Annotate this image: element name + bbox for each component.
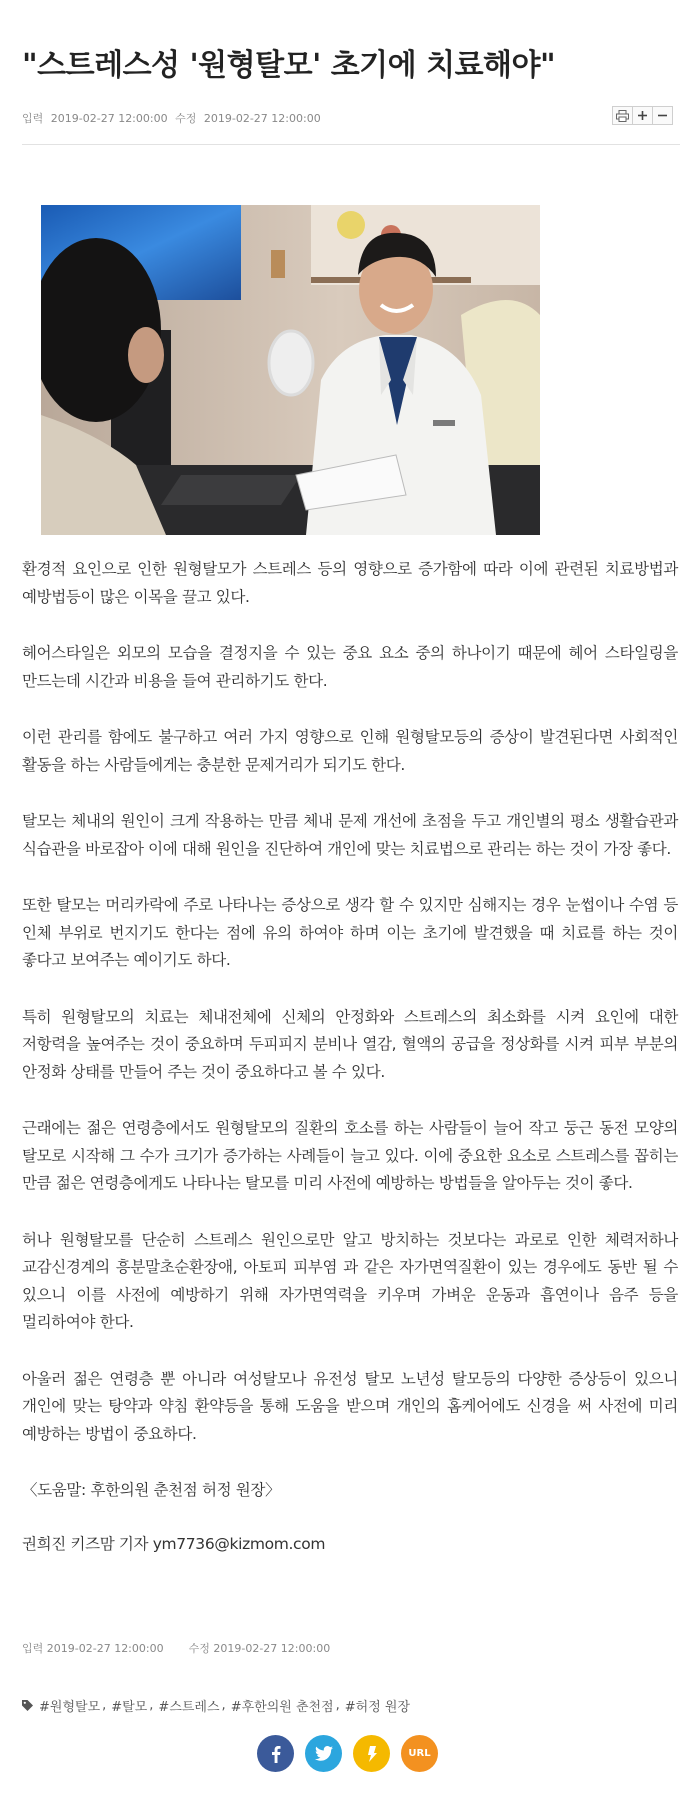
tag-link[interactable]: #탈모 bbox=[111, 1700, 148, 1715]
tag-list bbox=[22, 1696, 410, 1715]
share-bar bbox=[257, 1735, 449, 1772]
tag-separator: , bbox=[149, 1698, 154, 1713]
paragraph: 아울러 젊은 연령층 뿐 아니라 여성탈모나 유전성 탈모 노년성 탈모등의 다양한 증상등이 있으니 개인에 맞는 탕약과 약침 환약등을 통해 도움을 받으며 개인의 홈케어에도 신경을 써 사전에 미리 예방하는 방법이 중요하다. bbox=[22, 1369, 678, 1443]
article-photo bbox=[41, 205, 540, 535]
meta-input-label: 입력 bbox=[22, 112, 44, 125]
print-button[interactable] bbox=[612, 106, 633, 125]
article-meta bbox=[22, 110, 321, 126]
paragraph: 헤어스타일은 외모의 모습을 결정지을 수 있는 중요 요소 중의 하나이기 때문에 헤어 스타일링을 만드는데 시간과 비용을 들여 관리하기도 한다. bbox=[22, 644, 678, 690]
tag-separator: , bbox=[335, 1698, 340, 1713]
copy-url-button[interactable] bbox=[401, 1735, 438, 1772]
url-label: URL bbox=[408, 1748, 431, 1759]
paragraph: 또한 탈모는 머리카락에 주로 나타나는 증상으로 생각 할 수 있지만 심해지는 경우 눈썹이나 수염 등 인체 부위로 번지기도 한다는 점에 유의 하여야 하며 이는 초기에 발견했을 때 치료를 하는 것이 좋다고 보여주는 예이기도 하다. bbox=[22, 896, 678, 969]
meta-input-date: 2019-02-27 12:00:00 bbox=[50, 112, 168, 125]
kakaostory-icon bbox=[366, 1745, 378, 1763]
meta-modified-label: 수정 bbox=[175, 112, 197, 125]
paragraph: 이런 관리를 함에도 불구하고 여러 가지 영향으로 인해 원형탈모등의 증상이 발견된다면 사회적인 활동을 하는 사람들에게는 충분한 문제거리가 되기도 한다. bbox=[22, 728, 678, 774]
font-decrease-button[interactable] bbox=[652, 106, 673, 125]
font-increase-button[interactable] bbox=[632, 106, 653, 125]
printer-icon bbox=[616, 110, 629, 122]
kakaostory-share-button[interactable] bbox=[353, 1735, 390, 1772]
minus-icon bbox=[658, 111, 667, 120]
tag-link[interactable]: #후한의원 춘천점 bbox=[230, 1700, 334, 1715]
tag-link[interactable]: #스트레스 bbox=[158, 1700, 220, 1715]
tag-link[interactable]: #원형탈모 bbox=[39, 1700, 101, 1715]
footer-input-date: 2019-02-27 12:00:00 bbox=[46, 1642, 164, 1655]
tag-separator: , bbox=[102, 1698, 107, 1713]
tag-separator: , bbox=[221, 1698, 226, 1713]
facebook-icon bbox=[271, 1745, 281, 1763]
tag-icon bbox=[22, 1700, 33, 1711]
title-divider bbox=[22, 144, 680, 145]
article-tools bbox=[613, 106, 673, 125]
tag-link[interactable]: #허정 원장 bbox=[344, 1700, 411, 1715]
paragraph: 탈모는 체내의 원인이 크게 작용하는 만큼 체내 문제 개선에 초점을 두고 개인별의 평소 생활습관과 식습관을 바로잡아 이에 대해 원인을 진단하여 개인에 맞는 치료법으로 관리는 하는 것이 가장 좋다. bbox=[22, 812, 678, 858]
paragraph: 환경적 요인으로 인한 원형탈모가 스트레스 등의 영향으로 증가함에 따라 이에 관련된 치료방법과 예방법등이 많은 이목을 끌고 있다. bbox=[22, 560, 678, 606]
footer-modified-label: 수정 bbox=[188, 1642, 210, 1655]
article-body bbox=[22, 556, 678, 1584]
paragraph: 특히 원형탈모의 치료는 체내전체에 신체의 안정화와 스트레스의 최소화를 시켜 요인에 대한 저항력을 높여주는 것이 중요하며 두피피지 분비나 열감, 혈액의 공급을 정상화를 시켜 피부 부분의 안정화 상태를 만들어 주는 것이 중요하다고 볼 수 있다. bbox=[22, 1007, 678, 1081]
footer-input-label: 입력 bbox=[22, 1642, 44, 1655]
footer-meta bbox=[22, 1640, 330, 1656]
article-title: "스트레스성 '원형탈모' 초기에 치료해야" bbox=[22, 48, 556, 84]
facebook-share-button[interactable] bbox=[257, 1735, 294, 1772]
source-credit: 〈도움말: 후한의원 춘천점 허정 원장〉 bbox=[22, 1481, 281, 1499]
byline: 권희진 키즈맘 기자 ym7736@kizmom.com bbox=[22, 1534, 326, 1553]
twitter-icon bbox=[315, 1746, 333, 1761]
twitter-share-button[interactable] bbox=[305, 1735, 342, 1772]
meta-modified-date: 2019-02-27 12:00:00 bbox=[203, 112, 321, 125]
plus-icon bbox=[638, 111, 647, 120]
paragraph: 근래에는 젊은 연령층에서도 원형탈모의 질환의 호소를 하는 사람들이 늘어 작고 둥근 동전 모양의 탈모로 시작해 그 수가 크기가 증가하는 사례들이 늘고 있다. 이에 중요한 요소로 스트레스를 꼽히는 만큼 젊은 연령층에게도 나타나는 탈모를 미리 사전에 예방하는 방법들을 알아두는 것이 좋다. bbox=[22, 1119, 678, 1192]
footer-modified-date: 2019-02-27 12:00:00 bbox=[213, 1642, 331, 1655]
paragraph: 허나 원형탈모를 단순히 스트레스 원인으로만 알고 방치하는 것보다는 과로로 인한 체력저하나 교감신경계의 흥분말초순환장애, 아토피 피부염 과 같은 자가면역질환이 있는 경우에도 동반 될 수 있으니 이를 사전에 예방하기 위해 자가면역력을 키우며 가벼운 운동과 흡연이나 음주 등을 멀리하여야 한다. bbox=[22, 1230, 678, 1331]
